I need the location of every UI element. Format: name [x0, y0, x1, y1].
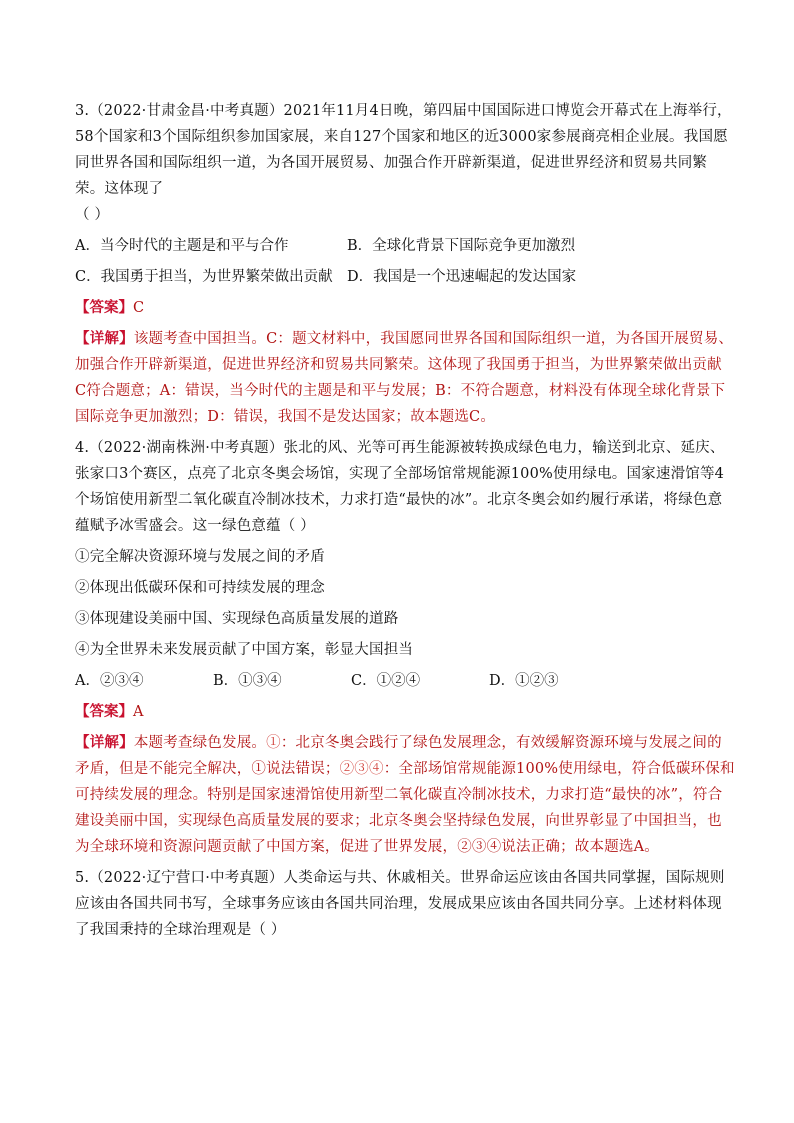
question-3-options-row-1 [75, 233, 735, 259]
answer-label: 【答案】 [75, 299, 133, 316]
question-4-option-c: C．①②④ [351, 673, 421, 689]
detail-highlight-2: ②③④ [339, 761, 384, 777]
question-4-detail [75, 730, 735, 860]
question-4-stem: 4.（2022·湖南株洲·中考真题）张北的风、光等可再生能源被转换成绿色电力，输送到北京、延庆、张家口3个赛区，点亮了北京冬奥会场馆，实现了全部场馆常规能源100%使用绿电。国家速滑馆等4个场馆使用新型二氧化碳直冷制冰技术，力求打造“最快的冰”。北京冬奥会如约履行承诺，将绿色意蕴赋予冰雪盛会。这一绿色意蕴（ ） [75, 440, 725, 534]
detail-text-b: ：北京冬奥会践行了绿色发展理念，有效缓解资源环境与发展之间的矛盾，但是不能完全解决，①说法错误； [75, 735, 722, 777]
question-4-options-row [75, 668, 735, 694]
detail-label: 【详解】 [75, 734, 134, 751]
question-4-item-3: ③体现建设美丽中国、实现绿色高质量发展的道路 [75, 611, 399, 627]
detail-text-a: 本题考查绿色发展。 [133, 735, 267, 751]
detail-text-c: ：全部场馆常规能源100%使用绿电，符合低碳环保和可持续发展的理念。特别是国家速滑馆使用新型二氧化碳直冷制冰技术，力求打造“最快的冰”，符合建设美丽中国，实现绿色高质量发展的要求；北京冬奥会坚持绿色发展，向世界彰显了中国担当，也为全球环境和资源问题贡献了中国方案，促进了世界发展，②③④说法正确；故本题选A。 [75, 761, 735, 855]
question-3-option-a: A．当今时代的主题是和平与合作 [75, 238, 289, 254]
question-3-option-d: D．我国是一个迅速崛起的发达国家 [347, 269, 577, 285]
answer-value: A [133, 704, 144, 720]
question-3-text: 3.（2022·甘肃金昌·中考真题）2021年11月4日晚，第四届中国国际进口博览会开幕式在上海举行，58个国家和3个国际组织参加国家展，来自127个国家和地区的近3000家参展商亮相企业展。我国愿同世界各国和国际组织一道，为各国开展贸易、加强合作开辟新渠道，促进世界经济和贸易共同繁荣。这体现了 [75, 103, 732, 197]
question-4-item-4: ④为全世界未来发展贡献了中国方案，彰显大国担当 [75, 642, 414, 658]
question-4-option-b: B．①③④ [213, 673, 282, 689]
question-3-option-b: B．全球化背景下国际竞争更加激烈 [347, 238, 576, 254]
question-3-option-c: C．我国勇于担当，为世界繁荣做出贡献 [75, 269, 333, 285]
question-4-answer [75, 699, 735, 725]
question-3-options-row-2 [75, 264, 735, 290]
detail-label: 【详解】 [75, 330, 134, 347]
question-3-answer [75, 295, 735, 321]
question-4-option-d: D．①②③ [489, 673, 559, 689]
detail-highlight-1: ① [266, 735, 281, 751]
answer-value: C [133, 300, 145, 316]
detail-text: 该题考查中国担当。C：题文材料中，我国愿同世界各国和国际组织一道，为各国开展贸易、加强合作开辟新渠道，促进世界经济和贸易共同繁荣。这体现了我国勇于担当，为世界繁荣做出贡献 C符合题意；A：错误，当今时代的主题是和平与发展；B：不符合题意，材料没有体现全球化背景下国际竞争更加激烈；D：错误，我国不是发达国家；故本题选C。 [75, 331, 734, 425]
question-4-option-a: A．②③④ [75, 673, 144, 689]
question-3-detail [75, 326, 735, 430]
question-4-item-1: ①完全解决资源环境与发展之间的矛盾 [75, 549, 325, 565]
question-3-stem [75, 98, 735, 228]
answer-label: 【答案】 [75, 703, 133, 720]
question-4-item-2: ②体现出低碳环保和可持续发展的理念 [75, 580, 325, 596]
question-3-paren: （ ） [75, 207, 110, 223]
question-5-stem: 5.（2022·辽宁营口·中考真题）人类命运与共、休戚相关。世界命运应该由各国共同掌握，国际规则应该由各国共同书写，全球事务应该由各国共同治理，发展成果应该由各国共同分享。上述材料体现了我国秉持的全球治理观是（ ） [75, 870, 725, 938]
question-content [75, 98, 735, 948]
